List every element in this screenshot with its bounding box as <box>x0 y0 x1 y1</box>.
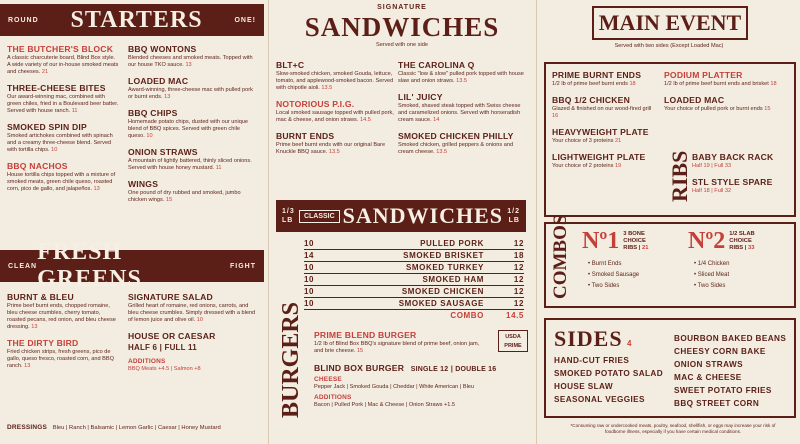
combo-2-number: Nº2 <box>688 228 726 254</box>
item-price: 10 <box>51 147 58 153</box>
rib-name: BABY BACK RACK <box>692 152 774 162</box>
side-item: HOUSE SLAW <box>554 382 614 391</box>
usda-prime-badge: USDA PRIME <box>498 330 528 352</box>
price-half-lb: 14.5 <box>506 311 524 320</box>
sandwich-name: SMOKED CHICKEN <box>401 287 484 296</box>
starters-col2 <box>128 44 258 211</box>
item-name: BBQ CHIPS <box>128 108 178 118</box>
item-name: THE CAROLINA Q <box>398 60 475 70</box>
classic-lb-left: 1/3 LB <box>282 208 295 224</box>
item-name: BBQ WONTONS <box>128 44 197 54</box>
starters-header <box>0 4 264 36</box>
starters-col1 <box>7 44 119 200</box>
column-left <box>0 0 264 444</box>
item-description: Slow-smoked chicken, smoked Gouda, lettuce, tomato, and applewood-smoked bacon. Served with chipotle aioli. 13.5 <box>276 71 394 91</box>
classic-row <box>304 310 524 321</box>
column-middle <box>274 0 530 444</box>
side-item: MAC & CHEESE <box>674 373 742 382</box>
item-price: 13 <box>93 186 100 192</box>
classic-row <box>304 286 524 298</box>
side-item: HAND-CUT FRIES <box>554 356 630 365</box>
signature-pretitle: SIGNATURE <box>377 4 427 11</box>
item-name: THE BUTCHER'S BLOCK <box>7 44 114 54</box>
item-name: ONION STRAWS <box>128 147 198 157</box>
item-price: 15 <box>764 106 771 112</box>
starter-item <box>128 147 258 172</box>
classic-row <box>304 262 524 274</box>
price-half-lb: 18 <box>513 251 524 260</box>
starters-title: STARTERS <box>70 6 203 33</box>
single-price: SINGLE 12 <box>410 366 449 373</box>
green-item <box>128 292 258 324</box>
signature-title: SANDWICHES <box>304 12 500 42</box>
starter-item <box>128 179 258 204</box>
price-third-lb: 10 <box>304 287 315 296</box>
item-name: THE DIRTY BIRD <box>7 338 79 348</box>
item-price: 13.5 <box>328 149 340 155</box>
side-item: SMOKED POTATO SALAD <box>554 369 664 378</box>
combo-item: • Smoked Sausage <box>588 270 682 280</box>
item-price: 10 <box>146 133 153 139</box>
starter-item <box>7 83 119 115</box>
double-price: DOUBLE 16 <box>455 366 497 373</box>
item-name: THREE-CHEESE BITES <box>7 83 106 93</box>
sandwich-name: SMOKED SAUSAGE <box>398 299 484 308</box>
starter-item <box>128 76 258 101</box>
signature-item <box>398 92 526 124</box>
greens-header <box>0 239 264 292</box>
item-description: Prime beef burnt ends with our original Bare Knuckle BBQ sauce. 13.5 <box>276 142 386 155</box>
item-name: BURNT & BLEU <box>7 292 74 302</box>
greens-right-tag: FIGHT <box>230 262 256 270</box>
main-event-note: Served with two sides (Except Loaded Mac) <box>614 43 724 49</box>
item-name: LOADED MAC <box>128 76 189 86</box>
sandwich-name: SMOKED HAM <box>422 275 484 284</box>
combo-item: • Two Sides <box>694 281 792 291</box>
classic-row <box>304 238 524 250</box>
item-price: 18 <box>629 81 636 87</box>
item-price: 19 <box>614 163 622 169</box>
rib-prices: Half 19 | Full 33 <box>692 163 732 169</box>
signature-item <box>276 99 394 124</box>
item-description: 1/2 lb of prime beef burnt ends and brisket 18 <box>664 81 777 87</box>
main-event-title: MAIN EVENT <box>598 10 742 35</box>
main-item <box>552 95 658 120</box>
sides-col2 <box>674 334 794 412</box>
signature-item <box>398 60 526 85</box>
signature-note: Served with one side <box>376 42 428 48</box>
rib-name: STL STYLE SPARE <box>692 177 773 187</box>
combo-item: • Two Sides <box>588 281 682 291</box>
item-price: 10 <box>196 317 203 323</box>
main-item <box>552 127 658 145</box>
item-description: One pound of dry rubbed and smoked, jumbo chicken wings. 15 <box>128 190 241 203</box>
item-name: LIGHTWEIGHT PLATE <box>552 152 646 162</box>
item-name: PODIUM PLATTER <box>664 70 743 80</box>
item-description: Your choice of 3 proteins 21 <box>552 138 622 144</box>
combo-item: • Sliced Meat <box>694 270 792 280</box>
sandwich-name: PULLED PORK <box>420 239 484 248</box>
classic-row <box>304 274 524 286</box>
burgers-vertical-label: BURGERS <box>278 301 304 418</box>
main-item <box>552 152 658 170</box>
sandwich-name: COMBO <box>450 311 484 320</box>
side-item: SEASONAL VEGGIES <box>554 395 645 404</box>
dressings-label: DRESSINGS <box>7 424 48 431</box>
classic-row <box>304 298 524 310</box>
green-item <box>128 331 258 341</box>
item-name: HEAVYWEIGHT PLATE <box>552 127 649 137</box>
side-item: CHEESY CORN BAKE <box>674 347 766 356</box>
cheese-label: CHEESE <box>314 376 342 383</box>
price-half-lb: 12 <box>513 239 524 248</box>
price-half-lb: 12 <box>513 263 524 272</box>
item-name: BBQ NACHOS <box>7 161 68 171</box>
main-col1 <box>552 70 658 177</box>
item-description: Your choice of 2 proteins 19 <box>552 163 622 169</box>
sides-price: 4 <box>627 339 632 348</box>
price-third-lb: 14 <box>304 251 315 260</box>
item-description: A mountain of lightly battered, thinly sliced onions. Served with house honey mustard. 11 <box>128 158 252 171</box>
rib-item <box>692 177 792 195</box>
sides-title-row <box>554 326 632 352</box>
item-price: 11 <box>71 108 78 114</box>
item-price: 13.5 <box>436 149 448 155</box>
classic-title: SANDWICHES <box>342 203 504 228</box>
item-description: Smoked, shaved steak topped with Swiss cheese and caramelized onions. Served with horseradish cream sauce. 14 <box>398 103 521 123</box>
item-price: 11 <box>215 165 222 171</box>
classic-header <box>276 200 526 232</box>
price-half-lb: 12 <box>513 299 524 308</box>
item-description: Homemade potato chips, dusted with our unique blend of BBQ spices. Served with green chile queso. 10 <box>128 119 249 139</box>
item-price: 13 <box>24 363 31 369</box>
side-item: SWEET POTATO FRIES <box>674 386 772 395</box>
signature-item <box>276 131 394 156</box>
item-description: 1/2 lb of prime beef burnt ends 18 <box>552 81 636 87</box>
greens-title: FRESH GREENS <box>37 239 142 292</box>
price-third-lb: 10 <box>304 239 315 248</box>
greens-additions-label: ADDITIONS <box>128 358 166 365</box>
item-description: Prime beef burnt ends, chopped romaine, bleu cheese crumbles, cherry tomato, roasted pecans, red onion, and bleu cheese dressing. 13 <box>7 303 116 330</box>
starter-item <box>7 44 119 76</box>
price-third-lb <box>304 311 326 320</box>
item-name: LIL' JUICY <box>398 92 443 102</box>
main-col2 <box>664 70 792 120</box>
combos-vertical-label: COMBOS <box>550 214 571 299</box>
price-half-lb: 12 <box>513 275 524 284</box>
starter-item <box>128 44 258 69</box>
item-description: Smoked chicken, grilled peppers & onions and cream cheese. 13.5 <box>398 142 514 155</box>
signature-item <box>276 60 394 92</box>
item-description: Our award-winning mac, combined with green chiles, fried in a Boulevard beer batter. Served with house ranch. 11 <box>7 94 119 114</box>
burger-additions-list: Bacon | Pulled Pork | Mac & Cheese | Onion Straws +1.5 <box>314 402 456 408</box>
blind-box-burger: BLIND BOX BURGER SINGLE 12 | DOUBLE 16 <box>314 363 497 373</box>
price-third-lb: 10 <box>304 299 315 308</box>
combo-item: • Burnt Ends <box>588 259 682 269</box>
item-price: 21 <box>41 69 49 75</box>
starters-left-tag: ROUND <box>8 16 39 24</box>
item-name: SIGNATURE SALAD <box>128 292 213 302</box>
item-name: BBQ 1/2 CHICKEN <box>552 95 630 105</box>
item-description: Classic "low & slow" pulled pork topped with house slaw and onion straws. 13.5 <box>398 71 524 84</box>
item-name: LOADED MAC <box>664 95 725 105</box>
house-caesar-sizes: HALF 6 | FULL 11 <box>128 343 197 352</box>
signature-col1 <box>276 60 394 163</box>
item-name: SMOKED SPIN DIP <box>7 122 87 132</box>
classic-lb-right: 1/2 LB <box>507 208 520 224</box>
dressings-line <box>7 424 263 431</box>
item-description: A classic charcuterie board, Blind Box style. A wide variety of our in-house smoked meats and cheeses. 21 <box>7 55 119 75</box>
combo-1-number: Nº1 <box>582 228 620 254</box>
combo-2: Nº2 1/2 SLAB CHOICE RIBS | 33 • 1/4 Chicken • Sliced Meat • Two Sides <box>688 228 792 291</box>
item-price: 13 <box>31 324 38 330</box>
item-description: Glazed & finished on our wood-fired grill 16 <box>552 106 652 119</box>
cheese-list: Pepper Jack | Smoked Gouda | Cheddar | White American | Bleu <box>314 384 475 390</box>
combo-item: • 1/4 Chicken <box>694 259 792 269</box>
classic-tag: CLASSIC <box>299 210 340 223</box>
green-item <box>7 292 119 331</box>
item-description: House tortilla chips topped with a mixture of smoked meats, green chile queso, roasted corn, pico de gallo, and jalapeños. 13 <box>7 172 116 192</box>
main-event-title-box <box>592 6 748 40</box>
item-name: BURNT ENDS <box>276 131 335 141</box>
item-name: PRIME BURNT ENDS <box>552 70 642 80</box>
rib-prices: Half 18 | Full 32 <box>692 188 732 194</box>
item-price: 16 <box>552 113 559 119</box>
green-item <box>7 338 119 370</box>
item-price: 13.5 <box>456 78 468 84</box>
burger-additions-label: ADDITIONS <box>314 394 352 401</box>
item-name: BLT+C <box>276 60 305 70</box>
dressings-list: Bleu | Ranch | Balsamic | Lemon Garlic | Caesar | Honey Mustard <box>52 425 221 431</box>
item-name: SMOKED CHICKEN PHILLY <box>398 131 514 141</box>
item-description: Blended cheeses and smoked meats. Topped with our house TKO sauce. 13 <box>128 55 253 68</box>
classic-row <box>304 250 524 262</box>
sandwich-name: SMOKED BRISKET <box>403 251 484 260</box>
greens-left-tag: CLEAN <box>8 262 38 270</box>
item-price: 21 <box>614 138 622 144</box>
item-description: Award-winning, three-cheese mac with pulled pork or burnt ends. 13 <box>128 87 253 100</box>
sandwich-name: SMOKED TURKEY <box>405 263 484 272</box>
item-price: 14.5 <box>359 117 371 123</box>
footnote: *Consuming raw or undercooked meats, poultry, seafood, shellfish, or eggs may increase your risk of foodborne illness, especially if you have certain medical conditions. <box>570 423 776 434</box>
greens-col1 <box>7 292 119 377</box>
price-third-lb: 10 <box>304 275 315 284</box>
ribs-list <box>692 152 792 202</box>
combo-1: Nº1 3 BONE CHOICE RIBS | 21 • Burnt Ends • Smoked Sausage • Two Sides <box>582 228 682 291</box>
item-price: 18 <box>770 81 777 87</box>
item-description: Local smoked sausage topped with pulled pork, mac & cheese, and onion straws. 14.5 <box>276 110 394 123</box>
column-right <box>540 0 798 444</box>
rib-item <box>692 152 792 170</box>
starters-right-tag: ONE! <box>234 16 256 24</box>
item-description: Fried chicken strips, fresh greens, pico de gallo, queso fresco, roasted corn, and BBQ ranch. 13 <box>7 349 114 369</box>
greens-additions: BBQ Meats +4.5 | Salmon +8 <box>128 366 201 372</box>
item-price: 14 <box>433 117 440 123</box>
sides-title: SIDES <box>554 326 623 351</box>
item-description: Grilled heart of romaine, red onions, carrots, and bleu cheese crumbles. Simply dressed with a blend of lemon juice and olive oil. 10 <box>128 303 256 323</box>
divider-1 <box>268 0 269 444</box>
item-price: 13 <box>164 94 171 100</box>
starter-item <box>7 122 119 154</box>
item-price: 15 <box>165 197 173 203</box>
divider-2 <box>536 0 537 444</box>
classic-price-table <box>304 238 524 321</box>
starter-item <box>128 108 258 140</box>
signature-col2 <box>398 60 526 163</box>
side-item: BBQ STREET CORN <box>674 399 760 408</box>
prime-burger-name: PRIME BLEND BURGER <box>314 330 417 340</box>
item-name: HOUSE OR CAESAR <box>128 331 216 341</box>
side-item: BOURBON BAKED BEANS <box>674 334 787 343</box>
item-name: WINGS <box>128 179 159 189</box>
item-price: 13.5 <box>321 85 333 91</box>
ribs-vertical-label: RIBS <box>667 150 692 202</box>
greens-col2 <box>128 292 258 373</box>
item-price: 13 <box>185 62 192 68</box>
item-description: Smoked artichokes combined with spinach and a creamy three-cheese blend. Served with tortilla chips. 10 <box>7 133 113 153</box>
signature-item <box>398 131 526 156</box>
starter-item <box>7 161 119 193</box>
main-item <box>664 95 792 113</box>
prime-burger-desc: 1/2 lb of Blind Box BBQ's signature blend of prime beef, onion jam, and brie cheese. 15 <box>314 341 480 354</box>
main-item <box>552 70 658 88</box>
price-half-lb: 12 <box>513 287 524 296</box>
price-third-lb: 10 <box>304 263 315 272</box>
item-description: Your choice of pulled pork or burnt ends 15 <box>664 106 771 112</box>
side-item: ONION STRAWS <box>674 360 743 369</box>
main-item <box>664 70 792 88</box>
item-name: NOTORIOUS P.I.G. <box>276 99 355 109</box>
sides-col1 <box>554 356 670 408</box>
burgers-block <box>314 330 528 409</box>
